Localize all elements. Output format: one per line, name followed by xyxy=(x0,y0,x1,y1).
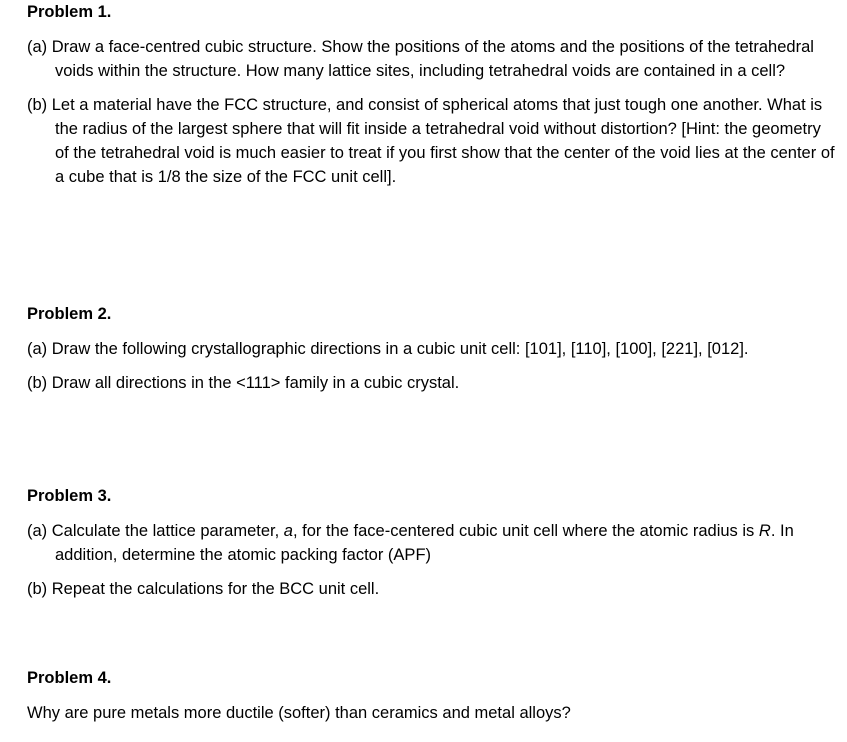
problem-2-title: Problem 2. xyxy=(27,305,112,323)
problem-3-title: Problem 3. xyxy=(27,487,112,505)
problem-3-part-a-text-2: , for the face-centered cubic unit cell where the atomic radius is xyxy=(292,522,759,540)
problem-1 xyxy=(27,0,837,189)
problem-3-part-a-text-1: (a) Calculate the lattice parameter, xyxy=(27,522,284,540)
problem-3-part-a-text-3: . In addition, determine the atomic packing factor (APF) xyxy=(55,522,794,564)
problem-4-title: Problem 4. xyxy=(27,669,112,687)
problem-3 xyxy=(27,484,837,601)
atomic-radius-symbol: R xyxy=(758,522,771,540)
problem-3-part-a xyxy=(27,519,837,567)
problem-4 xyxy=(27,666,837,725)
problem-3-part-b: (b) Repeat the calculations for the BCC unit cell. xyxy=(27,580,380,598)
problem-1-part-a: (a) Draw a face-centred cubic structure. Show the positions of the atoms and the positions of the tetrahedral voids within the structure. How many lattice sites, including tetrahedral voids are contained in a cell? xyxy=(27,38,814,80)
problem-1-title: Problem 1. xyxy=(27,3,112,21)
problem-1-part-b: (b) Let a material have the FCC structure, and consist of spherical atoms that just tough one another. What is the radius of the largest sphere that will fit inside a tetrahedral void without distortion? [Hint: the geometry of the tetrahedral void is much easier to treat if you first show that the center of the void lies at the center of a cube that is 1/8 the size of the FCC unit cell]. xyxy=(27,96,835,186)
problem-2-part-b: (b) Draw all directions in the <111> family in a cubic crystal. xyxy=(27,374,460,392)
problem-4-text: Why are pure metals more ductile (softer) than ceramics and metal alloys? xyxy=(27,704,571,722)
lattice-parameter-symbol: a xyxy=(283,522,293,540)
problem-2-part-a: (a) Draw the following crystallographic directions in a cubic unit cell: [101], [110], [100], [221], [012]. xyxy=(27,340,749,358)
problem-2 xyxy=(27,302,837,395)
